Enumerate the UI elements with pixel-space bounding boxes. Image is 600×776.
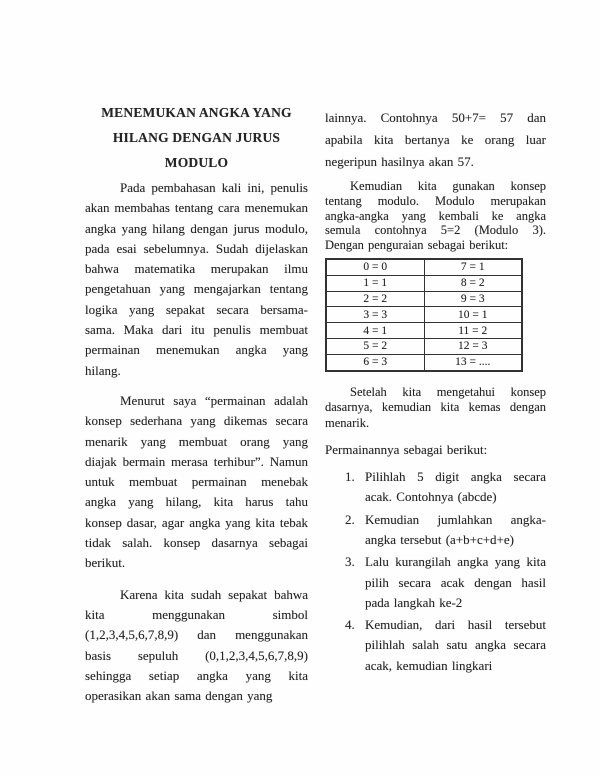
table-row [326,338,522,354]
list-item-number: 4. [345,617,355,633]
paragraph-contoh-57: lainnya. Contohnya 50+7= 57 dan apabila kita bertanya ke orang luar negeripun hasilnya akan 57. [325,110,546,169]
table-row [326,275,522,291]
table-row [326,291,522,307]
table-cell: 6 = 3 [326,354,424,370]
list-item [345,510,546,551]
table-cell: 11 = 2 [424,323,522,339]
left-column [85,100,308,706]
paragraph-basis-sepuluh: Karena kita sudah sepakat bahwa kita menggunakan simbol (1,2,3,4,5,6,7,8,9) dan menggunakan basis sepuluh (0,1,2,3,4,5,6,7,8,9) sehingga setiap angka yang kita operasikan akan sama dengan yang [85,586,308,704]
table-cell: 8 = 2 [424,275,522,291]
table-cell: 10 = 1 [424,307,522,323]
table-cell: 7 = 1 [424,259,522,275]
list-intro: Permainannya sebagai berikut: [325,442,488,458]
table-cell: 13 = .... [424,354,522,370]
title-line-1: MENEMUKAN ANGKA YANG [101,105,292,120]
list-item-number: 2. [345,511,355,527]
paragraph-konsep-modulo: Kemudian kita gunakan konsep tentang modulo. Modulo merupakan angka-angka yang kembali ke angka semula contohnya 5=2 (Modulo 3). Dengan penguraian sebagai berikut: [325,179,546,253]
table-row [326,323,522,339]
document-title [85,100,308,175]
table-cell: 0 = 0 [326,259,424,275]
table-row [326,307,522,323]
paragraph-intro: Pada pembahasan kali ini, penulis akan membahas tentang cara menemukan angka yang hilang dengan jurus modulo, pada esai sebelumnya. Sudah dijelaskan bahwa matematika merupakan ilmu pengetahuan yang mengajarkan tentang logika yang sepakat secara bersama-sama. Maka dari itu penulis membuat permainan menemukan angka yang hilang. [85,180,308,378]
list-item-number: 1. [345,469,355,485]
table-cell: 5 = 2 [326,338,424,354]
table-cell: 3 = 3 [326,307,424,323]
paragraph-setelah-konsep: Setelah kita mengetahui konsep dasarnya, kemudian kita kemas dengan menarik. [325,384,546,430]
right-column [325,100,546,678]
title-line-2: HILANG DENGAN JURUS [112,130,281,145]
table-row [326,259,522,275]
table-cell: 2 = 2 [326,291,424,307]
table-cell: 1 = 1 [326,275,424,291]
modulo-table [325,258,523,372]
list-item-text: Kemudian jumlahkan angka-angka tersebut (a+b+c+d+e) [365,511,546,547]
list-item-text: Kemudian, dari hasil tersebut pilihlah salah satu angka secara acak, kemudian lingkari [365,617,546,673]
list-item [345,615,546,676]
list-item-number: 3. [345,554,355,570]
list-item-text: Pilihlah 5 digit angka secara acak. Contohnya (abcde) [365,469,546,505]
table-cell: 9 = 3 [424,291,522,307]
paragraph-definition-permainan: Menurut saya “permainan adalah konsep sederhana yang dikemas secara menarik yang membuat orang yang diajak bermain merasa terhibur”. Namun untuk membuat permainan menebak angka yang hilang, kita harus tahu konsep dasar, agar angka yang kita tebak tidak salah. konsep dasarnya sebagai berikut. [85,392,308,571]
table-cell: 12 = 3 [424,338,522,354]
title-line-3: MODULO [164,155,229,170]
table-row [326,354,522,370]
game-steps-list [325,467,546,676]
list-item-text: Lalu kurangilah angka yang kita pilih secara acak dengan hasil pada langkah ke-2 [365,554,546,610]
list-item [345,467,546,508]
table-cell: 4 = 1 [326,323,424,339]
list-item [345,552,546,613]
